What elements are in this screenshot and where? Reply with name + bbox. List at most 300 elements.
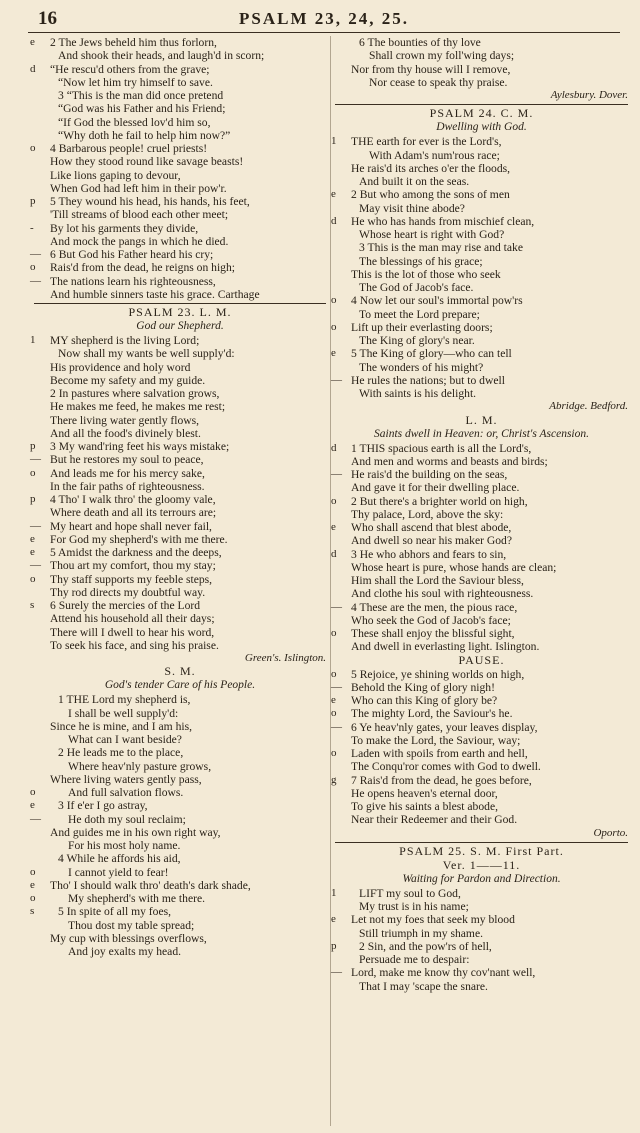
dynamic-marking: e — [331, 694, 336, 706]
dynamic-marking: s — [30, 599, 35, 611]
verse-line — [30, 334, 326, 347]
tune-names: Abridge. Bedford. — [549, 400, 628, 413]
dynamic-marking: — — [30, 559, 41, 572]
verse-text: In the fair paths of righteousness. — [50, 479, 205, 493]
verse-text: Let not my foes that seek my blood — [351, 913, 515, 927]
verse-line — [34, 693, 326, 706]
verse-line — [331, 707, 628, 721]
verse-line — [34, 919, 326, 932]
verse-line — [34, 76, 326, 89]
verse-line — [335, 927, 628, 940]
verse-text: I cannot yield to fear! — [68, 865, 169, 879]
verse-line — [331, 627, 628, 640]
verse-line — [335, 36, 628, 49]
verse-line — [331, 547, 628, 561]
verse-line — [331, 135, 628, 149]
verse-line — [335, 162, 628, 175]
verse-text: He rais'd its arches o'er the floods, — [351, 161, 511, 175]
dynamic-marking: o — [331, 294, 337, 307]
verse-line — [30, 559, 326, 573]
dynamic-marking: e — [331, 188, 336, 201]
verse-line — [30, 519, 326, 533]
verse-line — [30, 532, 326, 546]
verse-text: The wonders of his might? — [359, 360, 484, 374]
psalm-subtitle: Dwelling with God. — [436, 121, 527, 134]
verse-line — [30, 572, 326, 586]
verse-text: 1 THIS spacious earth is all the Lord's, — [351, 441, 532, 455]
verse-line — [335, 387, 628, 400]
verse-line — [34, 102, 326, 115]
verse-text: And clothe his soul with righteousness. — [351, 587, 534, 601]
verse-text: How they stood round like savage beasts! — [50, 155, 244, 169]
dynamic-marking: — — [331, 720, 342, 733]
tune-names: Aylesbury. Dover. — [550, 89, 628, 101]
verse-text: He opens heaven's eternal door, — [351, 786, 498, 800]
verse-text: This is the lot of those who seek — [351, 267, 501, 281]
verse-text: What can I want beside? — [68, 733, 182, 746]
verse-line — [34, 639, 326, 652]
dynamic-marking: o — [331, 627, 337, 639]
verse-line — [34, 826, 326, 839]
dynamic-marking: — — [331, 966, 342, 979]
tune-names: Green's. Islington. — [244, 652, 326, 664]
verse-line — [30, 599, 326, 612]
verse-line — [30, 142, 326, 155]
verse-line — [331, 320, 628, 334]
verse-text: 6 Ye heav'nly gates, your leaves display, — [351, 720, 538, 734]
verse-line — [34, 400, 326, 413]
verse-text: Who can this King of glory be? — [351, 694, 498, 707]
verse-text: Who seek the God of Jacob's face; — [351, 613, 511, 627]
running-title: PSALM 23, 24, 25. — [239, 9, 409, 28]
dynamic-marking: d — [331, 441, 337, 454]
verse-line — [335, 255, 628, 268]
dynamic-marking: o — [30, 786, 36, 798]
dynamic-marking: e — [30, 532, 35, 545]
verse-line — [34, 586, 326, 599]
verse-text: 3 My wand'ring feet his ways mistake; — [50, 440, 230, 453]
psalm-heading: PAUSE. — [458, 652, 505, 667]
verse-line — [30, 466, 326, 480]
verse-line — [30, 786, 326, 799]
verse-line — [34, 89, 326, 102]
verse-text: Whose heart is pure, whose hands are clean; — [351, 560, 557, 574]
verse-text: Lift up their everlasting doors; — [351, 320, 493, 334]
dynamic-marking: g — [331, 773, 337, 786]
verse-text: Where death and all its terrours are; — [50, 506, 217, 520]
verse-text: 4 These are the men, the pious race, — [351, 600, 518, 614]
verse-text: I shall be well supply'd: — [68, 706, 179, 720]
verse-text: By lot his garments they divide, — [50, 221, 199, 235]
verse-text: Thou dost my table spread; — [68, 918, 195, 932]
verse-text: “God was his Father and his Friend; — [58, 102, 226, 116]
verse-line — [335, 953, 628, 966]
dynamic-marking: e — [30, 878, 35, 891]
verse-text: MY shepherd is the living Lord; — [50, 334, 200, 347]
verse-line — [331, 521, 628, 534]
verse-text: And gave it for their dwelling place. — [351, 481, 520, 495]
verse-text: 'Till streams of blood each other meet; — [50, 208, 229, 222]
verse-text: For God my shepherd's with me there. — [50, 532, 228, 546]
verse-text: He makes me feed, he makes me rest; — [50, 400, 226, 414]
verse-text: Attend his household all their days; — [50, 612, 215, 626]
verse-text: Behold the King of glory nigh! — [351, 680, 495, 694]
psalm-heading: PSALM 23. L. M. — [128, 305, 232, 319]
verse-text: Now shall my wants be well supply'd: — [58, 347, 235, 361]
dynamic-marking: o — [30, 572, 36, 585]
verse-line — [335, 980, 628, 993]
dynamic-marking: — — [30, 274, 41, 287]
verse-line — [331, 913, 628, 927]
verse-line — [34, 235, 326, 248]
verse-text: To meet the Lord prepare; — [359, 307, 480, 321]
verse-text: The blessings of his grace; — [359, 254, 483, 268]
verse-line — [335, 455, 628, 468]
verse-text: Thy rod directs my doubtful way. — [50, 585, 206, 599]
verse-line — [34, 116, 326, 129]
verse-line — [335, 228, 628, 241]
verse-line — [335, 63, 628, 76]
tune-names: Oporto. — [593, 826, 628, 839]
verse-text: 5 The King of glory—who can tell — [351, 347, 512, 361]
dynamic-marking: 1 — [331, 886, 337, 899]
verse-line — [34, 347, 326, 360]
verse-line — [335, 640, 628, 653]
verse-line — [34, 414, 326, 427]
verse-text: 7 Rais'd from the dead, he goes before, — [351, 773, 532, 787]
verse-text: 3 “This is the man did once pretend — [58, 89, 224, 102]
verse-line — [335, 149, 628, 162]
verse-line — [331, 694, 628, 707]
verse-text: 5 Amidst the darkness and the deeps, — [50, 546, 222, 559]
dynamic-marking: - — [30, 221, 34, 234]
verse-text: 3 He who abhors and fears to sin, — [351, 547, 507, 561]
verse-line — [34, 49, 326, 62]
verse-text: And shook their heads, and laugh'd in scorn; — [58, 49, 265, 63]
verse-text: 6 Surely the mercies of the Lord — [50, 599, 201, 612]
verse-text: 5 They wound his head, his hands, his feet, — [50, 195, 250, 208]
verse-text: “If God the blessed lov'd him so, — [58, 115, 211, 129]
verse-line — [34, 760, 326, 773]
dynamic-marking: o — [331, 320, 337, 333]
dynamic-marking: o — [30, 865, 36, 878]
verse-text: 3 If e'er I go astray, — [58, 799, 148, 813]
verse-line — [34, 361, 326, 374]
verse-text: And humble sinners taste his grace. Carthage — [50, 287, 260, 301]
verse-line — [335, 308, 628, 321]
verse-line — [331, 468, 628, 481]
verse-line — [30, 799, 326, 813]
dynamic-marking: p — [30, 493, 36, 505]
verse-line — [331, 188, 628, 202]
verse-line — [30, 892, 326, 905]
verse-text: Thy palace, Lord, above the sky: — [351, 507, 504, 521]
verse-text: His providence and holy word — [50, 360, 191, 374]
verse-text: 2 He leads me to the place, — [58, 746, 184, 760]
verse-text: Like lions gaping to devour, — [50, 168, 181, 182]
verse-text: And men and worms and beasts and birds; — [351, 454, 548, 468]
verse-line — [331, 494, 628, 508]
verse-line — [335, 574, 628, 587]
verse-text: And mock the pangs in which he died. — [50, 234, 229, 248]
verse-text: 5 Rejoice, ye shining worlds on high, — [351, 667, 525, 681]
verse-line — [331, 886, 628, 900]
verse-line — [30, 195, 326, 208]
dynamic-marking: p — [331, 939, 337, 952]
psalm-heading: PSALM 25. S. M. First Part. — [399, 843, 564, 858]
verse-text: Lord, make me know thy cov'nant well, — [351, 966, 536, 980]
verse-line — [34, 374, 326, 387]
verse-line — [30, 36, 326, 49]
verse-text: “Now let him try himself to save. — [58, 75, 213, 89]
dynamic-marking: o — [30, 466, 36, 479]
verse-text: And dwell in everlasting light. Islington. — [351, 640, 540, 654]
verse-line — [34, 387, 326, 400]
verse-text: Since he is mine, and I am his, — [50, 719, 192, 733]
dynamic-marking: p — [30, 195, 36, 207]
verse-text: 4 Tho' I walk thro' the gloomy vale, — [50, 493, 216, 506]
verse-text: And guides me in his own right way, — [50, 825, 221, 839]
verse-text: He rais'd the building on the seas, — [351, 468, 508, 481]
verse-line — [34, 129, 326, 142]
verse-line — [34, 208, 326, 221]
verse-line — [34, 480, 326, 493]
verse-text: My cup with blessings overflows, — [50, 931, 207, 945]
verse-text: To seek his face, and sing his praise. — [50, 638, 219, 652]
dynamic-marking: p — [30, 440, 36, 452]
verse-text: And all the food's divinely blest. — [50, 426, 201, 440]
dynamic-marking: o — [30, 261, 36, 274]
verse-text: And full salvation flows. — [68, 786, 184, 799]
verse-text: THE earth for ever is the Lord's, — [351, 135, 502, 149]
verse-line — [331, 747, 628, 760]
page-header — [28, 6, 620, 33]
dynamic-marking: s — [30, 905, 35, 918]
verse-line — [30, 493, 326, 506]
verse-line — [335, 800, 628, 813]
verse-line — [34, 839, 326, 852]
verse-line — [331, 441, 628, 455]
verse-line — [335, 614, 628, 627]
verse-line — [335, 334, 628, 347]
verse-line — [30, 248, 326, 261]
page-number: 16 — [38, 8, 57, 29]
verse-line — [335, 508, 628, 521]
verse-line — [30, 905, 326, 919]
verse-text: There will I dwell to hear his word, — [50, 625, 215, 639]
verse-line — [34, 427, 326, 440]
dynamic-marking: o — [30, 142, 36, 154]
verse-line — [331, 373, 628, 387]
section-rule — [34, 303, 326, 304]
verse-line — [335, 813, 628, 826]
verse-line — [335, 281, 628, 294]
verse-line — [34, 182, 326, 195]
verse-line — [331, 214, 628, 228]
verse-text: Tho' I should walk thro' death's dark shade, — [50, 878, 251, 892]
verse-line — [30, 261, 326, 275]
verse-line — [34, 773, 326, 786]
verse-line — [34, 720, 326, 733]
verse-line — [34, 932, 326, 945]
dynamic-marking: o — [331, 707, 337, 720]
verse-line — [335, 202, 628, 215]
verse-line — [335, 587, 628, 600]
verse-line — [34, 746, 326, 759]
verse-text: He doth my soul reclaim; — [68, 812, 186, 826]
verse-text: With Adam's num'rous race; — [369, 148, 500, 162]
dynamic-marking: — — [331, 373, 342, 386]
verse-text: “Why doth he fail to help him now?” — [58, 128, 231, 142]
dynamic-marking: o — [331, 747, 337, 759]
verse-line — [34, 612, 326, 625]
verse-line — [335, 787, 628, 800]
dynamic-marking: d — [331, 214, 337, 227]
dynamic-marking: — — [331, 600, 342, 613]
verse-line — [335, 49, 628, 62]
verse-line — [335, 900, 628, 913]
verse-text: Become my safety and my guide. — [50, 373, 206, 387]
psalm-subtitle: God our Shepherd. — [136, 320, 224, 332]
verse-line — [30, 453, 326, 467]
verse-text: 6 But God his Father heard his cry; — [50, 248, 214, 261]
verse-text: There living water gently flows, — [50, 413, 200, 427]
dynamic-marking: d — [331, 547, 337, 560]
verse-text: 6 The bounties of thy love — [359, 36, 481, 49]
verse-line — [34, 288, 326, 301]
verse-line — [331, 347, 628, 361]
verse-text: He who has hands from mischief clean, — [351, 214, 535, 228]
verse-text: That I may 'scape the snare. — [359, 979, 488, 993]
verse-line — [30, 440, 326, 453]
dynamic-marking: o — [30, 892, 36, 904]
section-rule — [335, 842, 628, 843]
verse-line — [335, 76, 628, 89]
verse-text: When God had left him in their pow'r. — [50, 181, 227, 195]
verse-line — [30, 546, 326, 559]
verse-text: My trust is in his name; — [359, 900, 469, 913]
verse-text: Who shall ascend that blest abode, — [351, 521, 512, 534]
verse-text: 2 Sin, and the pow'rs of hell, — [359, 939, 492, 953]
verse-text: The God of Jacob's face. — [359, 281, 474, 294]
dynamic-marking: e — [331, 521, 336, 533]
dynamic-marking: — — [331, 468, 342, 480]
verse-text: The King of glory's near. — [359, 334, 475, 347]
verse-text: These shall enjoy the blissful sight, — [351, 627, 515, 640]
verse-line — [30, 274, 326, 288]
verse-text: 5 In spite of all my foes, — [58, 905, 172, 919]
verse-line — [34, 626, 326, 639]
right-column — [331, 36, 628, 993]
verse-line — [30, 812, 326, 826]
psalm-heading: Ver. 1——11. — [442, 857, 521, 872]
dynamic-marking: e — [331, 347, 336, 360]
dynamic-marking: e — [30, 799, 35, 812]
psalm-subtitle: Saints dwell in Heaven: or, Christ's Ascension. — [374, 427, 589, 440]
verse-text: Nor cease to speak thy praise. — [369, 75, 508, 89]
verse-text: The Conqu'ror comes with God to dwell. — [351, 760, 541, 774]
verse-line — [30, 221, 326, 235]
verse-text: Him shall the Lord the Saviour bless, — [351, 574, 524, 587]
verse-text: Whose heart is right with God? — [359, 228, 505, 241]
verse-text: 2 The Jews beheld him thus forlorn, — [50, 36, 217, 49]
verse-text: 1 THE Lord my shepherd is, — [58, 693, 191, 707]
verse-line — [335, 561, 628, 574]
verse-line — [335, 361, 628, 374]
dynamic-marking: — — [30, 453, 41, 466]
verse-text: Laden with spoils from earth and hell, — [351, 747, 528, 760]
verse-line — [34, 707, 326, 720]
dynamic-marking: e — [30, 546, 35, 558]
verse-text: Thy staff supports my feeble steps, — [50, 572, 213, 586]
verse-text: 2 In pastures where salvation grows, — [50, 387, 220, 400]
dynamic-marking: d — [30, 62, 36, 75]
verse-text: My shepherd's with me there. — [68, 892, 205, 905]
verse-text: 2 But there's a brighter world on high, — [351, 494, 528, 508]
verse-text: And built it on the seas. — [359, 175, 470, 188]
verse-text: Thou art my comfort, thou my stay; — [50, 559, 216, 573]
verse-text: Nor from thy house will I remove, — [351, 62, 511, 76]
verse-line — [331, 294, 628, 308]
verse-text: 4 Now let our soul's immortal pow'rs — [351, 294, 523, 308]
psalm-subtitle: Waiting for Pardon and Direction. — [402, 872, 561, 885]
verse-text: 3 This is the man may rise and take — [359, 241, 523, 255]
verse-text: And leads me for his mercy sake, — [50, 466, 205, 480]
dynamic-marking: e — [30, 36, 35, 48]
verse-text: Where heav'nly pasture grows, — [68, 759, 212, 773]
dynamic-marking: — — [30, 248, 41, 260]
verse-line — [331, 966, 628, 980]
verse-text: And joy exalts my head. — [68, 945, 182, 958]
verse-line — [335, 175, 628, 188]
verse-text: Where living waters gently pass, — [50, 772, 202, 786]
verse-line — [335, 241, 628, 254]
verse-text: My heart and hope shall never fail, — [50, 519, 212, 533]
verse-line — [331, 680, 628, 694]
verse-text: Near their Redeemer and their God. — [351, 813, 518, 827]
verse-line — [30, 62, 326, 76]
verse-text: But he restores my soul to peace, — [50, 453, 204, 467]
verse-text: LIFT my soul to God, — [359, 886, 461, 900]
verse-text: May visit thine abode? — [359, 201, 465, 215]
dynamic-marking: o — [331, 494, 337, 507]
verse-line — [335, 734, 628, 747]
verse-text: Still triumph in my shame. — [359, 926, 483, 940]
verse-text: 2 But who among the sons of men — [351, 188, 510, 202]
dynamic-marking: e — [331, 913, 336, 926]
dynamic-marking: — — [30, 519, 41, 532]
verse-text: Shall crown my foll'wing days; — [369, 49, 515, 63]
section-rule — [335, 104, 628, 105]
verse-line — [331, 773, 628, 787]
verse-line — [335, 481, 628, 494]
verse-text: Rais'd from the dead, he reigns on high; — [50, 261, 235, 275]
verse-line — [331, 939, 628, 953]
verse-text: 4 Barbarous people! cruel priests! — [50, 142, 208, 155]
psalm-heading: L. M. — [465, 412, 498, 427]
verse-text: The mighty Lord, the Saviour's he. — [351, 707, 513, 721]
verse-line — [335, 268, 628, 281]
verse-text: To give his saints a blest abode, — [351, 800, 498, 813]
verse-text: To make the Lord, the Saviour, way; — [351, 733, 521, 747]
verse-text: With saints is his delight. — [359, 387, 477, 400]
dynamic-marking: — — [331, 680, 342, 693]
verse-text: “He rescu'd others from the grave; — [50, 62, 210, 76]
verse-text: 4 While he affords his aid, — [58, 852, 181, 866]
verse-text: The nations learn his righteousness, — [50, 274, 216, 288]
dynamic-marking: 1 — [331, 135, 337, 148]
psalm-heading: PSALM 24. C. M. — [429, 106, 534, 121]
